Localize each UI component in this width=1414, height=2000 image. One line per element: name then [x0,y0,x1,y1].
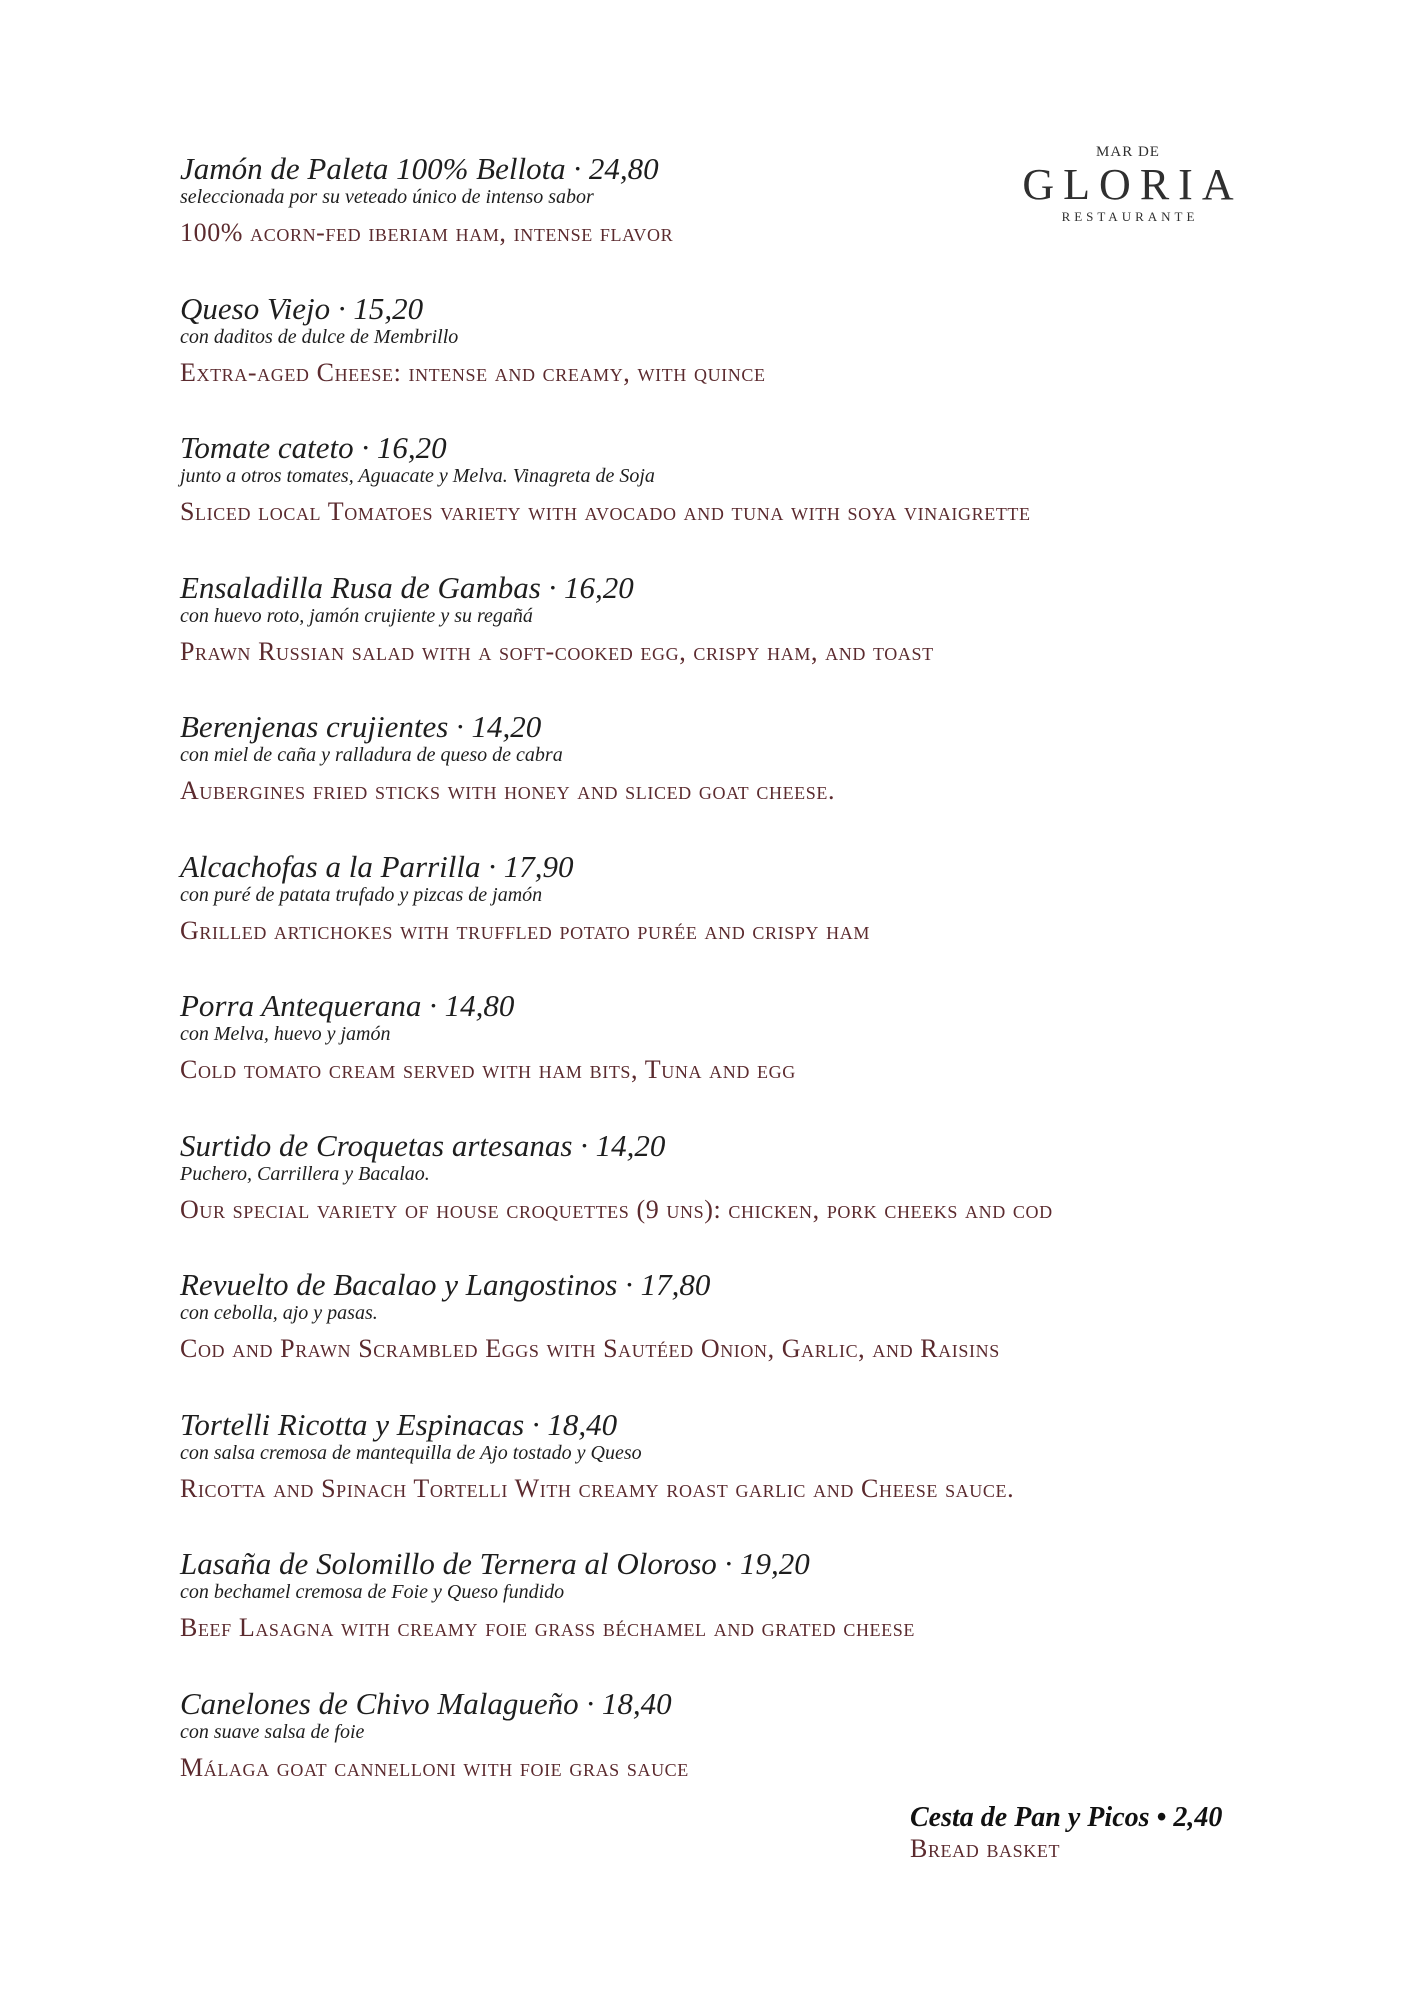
dish-english-translation: Beef Lasagna with creamy foie grass béchamel and grated cheese [180,1613,915,1642]
dish-name: Berenjenas crujientes · 14,20 [180,709,542,744]
dish-english-translation: Extra-aged Cheese: intense and creamy, with quince [180,357,766,387]
dish-description: con Melva, huevo y jamón [180,1023,391,1045]
dish-description: con daditos de dulce de Membrillo [180,325,459,348]
menu-item [180,1547,1320,1687]
menu-item [180,1408,1320,1548]
menu-item [180,152,1320,292]
menu-items [180,152,1320,1826]
dish-english-translation: Ricotta and Spinach Tortelli With creamy roast garlic and Cheese sauce. [180,1473,1015,1503]
dish-description: con miel de caña y ralladura de queso de cabra [180,744,563,766]
dish-description: junto a otros tomates, Aguacate y Melva. Vinagreta de Soja [180,465,655,487]
dish-description: con cebolla, ajo y pasas. [180,1302,378,1324]
dish-english-translation: Cold tomato cream served with ham bits, Tuna and egg [180,1055,796,1084]
menu-item [180,571,1320,711]
dish-english-translation: Our special variety of house croquettes (9 uns): chicken, pork cheeks and cod [180,1194,1053,1224]
dish-name: Tortelli Ricotta y Espinacas · 18,40 [180,1406,618,1442]
menu-item [180,989,1320,1129]
dish-english-translation: Málaga goat cannelloni with foie gras sauce [180,1752,689,1782]
menu-item [180,431,1320,571]
dish-description: seleccionada por su veteado único de intenso sabor [180,186,594,208]
dish-description: con huevo roto, jamón crujiente y su regañá [180,604,533,627]
dish-description: con suave salsa de foie [180,1720,365,1743]
dish-description: con puré de patata trufado y pizcas de jamón [180,883,543,906]
dish-description: con bechamel cremosa de Foie y Queso fundido [180,1581,565,1603]
dish-name: Alcachofas a la Parrilla · 17,90 [180,848,574,884]
dish-name: Tomate cateto · 16,20 [180,430,447,465]
menu-item [180,1129,1320,1269]
bread-basket-english: Bread basket [910,1834,1061,1863]
menu-item [180,1268,1320,1408]
bread-basket-item [910,1802,1222,1864]
dish-name: Porra Antequerana · 14,80 [180,988,515,1023]
dish-english-translation: Sliced local Tomatoes variety with avocado and tuna with soya vinaigrette [180,497,1031,526]
dish-name: Queso Viejo · 15,20 [180,290,424,326]
menu-item [180,850,1320,990]
logo-top-text: MAR DE [1096,144,1160,160]
dish-name: Revuelto de Bacalao y Langostinos · 17,80 [180,1267,711,1302]
menu-item [180,710,1320,850]
dish-english-translation: 100% acorn-fed iberiam ham, intense flavor [180,218,674,247]
dish-name: Jamón de Paleta 100% Bellota · 24,80 [180,151,659,186]
bread-basket-name: Cesta de Pan y Picos • 2,40 [910,1802,1223,1833]
dish-name: Canelones de Chivo Malagueño · 18,40 [180,1685,672,1721]
dish-english-translation: Aubergines fried sticks with honey and sliced goat cheese. [180,776,836,805]
dish-name: Lasaña de Solomillo de Ternera al Oloroso · 19,20 [180,1546,810,1581]
menu-item [180,292,1320,432]
logo-main-text: GLORIA [1022,160,1243,209]
logo-bottom-text: RESTAURANTE [1061,209,1199,224]
dish-english-translation: Prawn Russian salad with a soft-cooked egg, crispy ham, and toast [180,636,934,666]
dish-description: Puchero, Carrillera y Bacalao. [180,1162,430,1185]
dish-name: Surtido de Croquetas artesanas · 14,20 [180,1127,666,1163]
dish-description: con salsa cremosa de mantequilla de Ajo tostado y Queso [180,1441,642,1464]
dish-name: Ensaladilla Rusa de Gambas · 16,20 [180,569,634,605]
dish-english-translation: Grilled artichokes with truffled potato purée and crispy ham [180,915,870,945]
dish-english-translation: Cod and Prawn Scrambled Eggs with Sautéed Onion, Garlic, and Raisins [180,1334,1000,1363]
